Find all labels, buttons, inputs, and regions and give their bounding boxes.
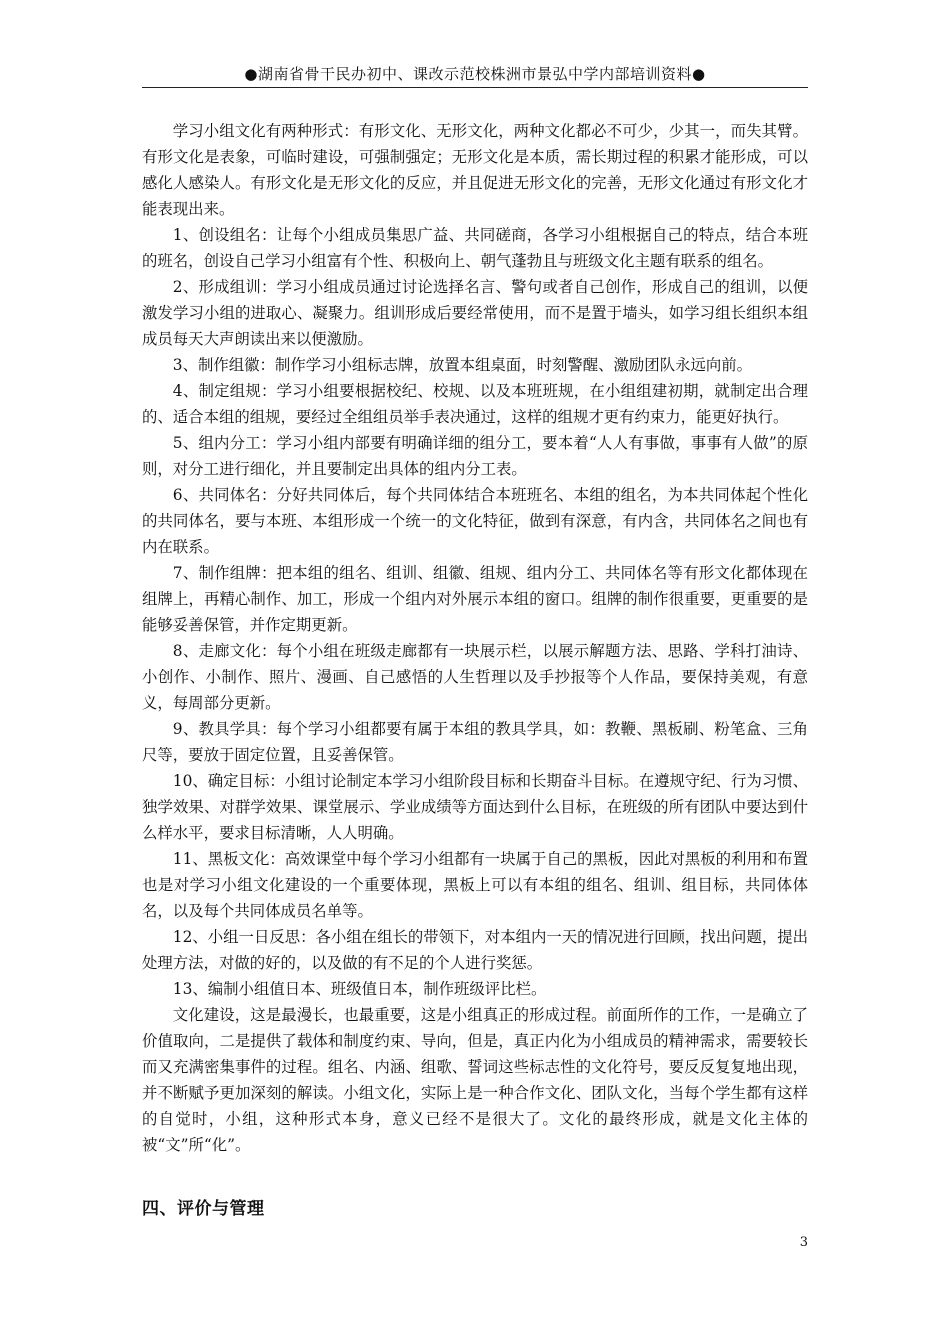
item-blackboard-culture: 11、黑板文化：高效课堂中每个学习小组都有一块属于自己的黑板，因此对黑板的利用和布置也是对学习小组文化建设的一个重要体现，黑板上可以有本组的组名、组训、组目标，共同体体名，以及每个共同体成员名单等。 — [142, 850, 809, 920]
culture-building-paragraph: 文化建设，这是最漫长，也最重要，这是小组真正的形成过程。前面所作的工作，一是确立了价值取向，二是提供了载体和制度约束、导向，但是，真正内化为小组成员的精神需求，需要较长而又充满密集事件的过程。组名、内涵、组歌、誓词这些标志性的文化符号，要反反复复地出现，并不断赋予更加深刻的解读。小组文化，实际上是一种合作文化、团队文化，当每个学生都有这样的自觉时，小组，这种形式本身，意义已经不是很大了。文化的最终形成，就是文化主体的被“文”所“化”。 — [142, 1006, 808, 1154]
item-group-motto: 2、形成组训：学习小组成员通过讨论选择名言、警句或者自己创作，形成自己的组训，以便激发学习小组的进取心、凝聚力。组训形成后要经常使用，而不是置于墙头，如学习组长组织本组成员每天大声朗读出来以便激励。 — [142, 278, 808, 348]
header-divider — [142, 87, 808, 88]
page-header: ●湖南省骨干民办初中、课改示范校株洲市景弘中学内部培训资料● — [244, 65, 706, 83]
section-heading: 四、评价与管理 — [142, 1199, 265, 1219]
item-community-name: 6、共同体名：分好共同体后，每个共同体结合本班班名、本组的组名，为本共同体起个性化的共同体名，要与本班、本组形成一个统一的文化特征，做到有深意，有内含，共同体名之间也有内在联系。 — [142, 486, 808, 556]
intro-paragraph: 学习小组文化有两种形式：有形文化、无形文化，两种文化都必不可少，少其一，而失其臂。有形文化是表象，可临时建设，可强制强定；无形文化是本质，需长期过程的积累才能形成，可以感化人感染人。有形文化是无形文化的反应，并且促进无形文化的完善，无形文化通过有形文化才能表现出来。 — [142, 122, 808, 218]
item-group-emblem: 3、制作组徽：制作学习小组标志牌，放置本组桌面，时刻警醒、激励团队永远向前。 — [172, 356, 753, 374]
item-group-sign: 7、制作组牌：把本组的组名、组训、组徽、组规、组内分工、共同体名等有形文化都体现在组牌上，再精心制作、加工，形成一个组内对外展示本组的窗口。组牌的制作很重要，更重要的是能够妥善保管，并作定期更新。 — [142, 564, 808, 634]
item-teaching-tools: 9、教具学具：每个学习小组都要有属于本组的教具学具，如：教鞭、黑板刷、粉笔盒、三角尺等，要放于固定位置，且妥善保管。 — [142, 720, 808, 764]
page-number: 3 — [799, 1235, 808, 1250]
item-duty-log: 13、编制小组值日本、班级值日本，制作班级评比栏。 — [172, 980, 547, 998]
item-task-division: 5、组内分工：学习小组内部要有明确详细的组分工，要本着“人人有事做，事事有人做”的原则，对分工进行细化，并且要制定出具体的组内分工表。 — [142, 434, 808, 478]
item-set-goals: 10、确定目标：小组讨论制定本学习小组阶段目标和长期奋斗目标。在遵规守纪、行为习惯、独学效果、对群学效果、课堂展示、学业成绩等方面达到什么目标，在班级的所有团队中要达到什么样水平，要求目标清晰，人人明确。 — [142, 772, 809, 842]
document-body — [142, 118, 808, 1158]
item-group-name: 1、创设组名：让每个小组成员集思广益、共同磋商，各学习小组根据自己的特点，结合本班的班名，创设自己学习小组富有个性、积极向上、朝气蓬勃且与班级文化主题有联系的组名。 — [142, 226, 808, 270]
item-corridor-culture: 8、走廊文化：每个小组在班级走廊都有一块展示栏，以展示解题方法、思路、学科打油诗、小创作、小制作、照片、漫画、自己感悟的人生哲理以及手抄报等个人作品，要保持美观，有意义，每周部分更新。 — [142, 642, 808, 712]
item-group-rules: 4、制定组规：学习小组要根据校纪、校规、以及本班班规，在小组组建初期，就制定出合理的、适合本组的组规，要经过全组组员举手表决通过，这样的组规才更有约束力，能更好执行。 — [142, 382, 808, 426]
item-daily-reflection: 12、小组一日反思：各小组在组长的带领下，对本组内一天的情况进行回顾，找出问题，提出处理方法，对做的好的，以及做的有不足的个人进行奖惩。 — [142, 928, 809, 972]
